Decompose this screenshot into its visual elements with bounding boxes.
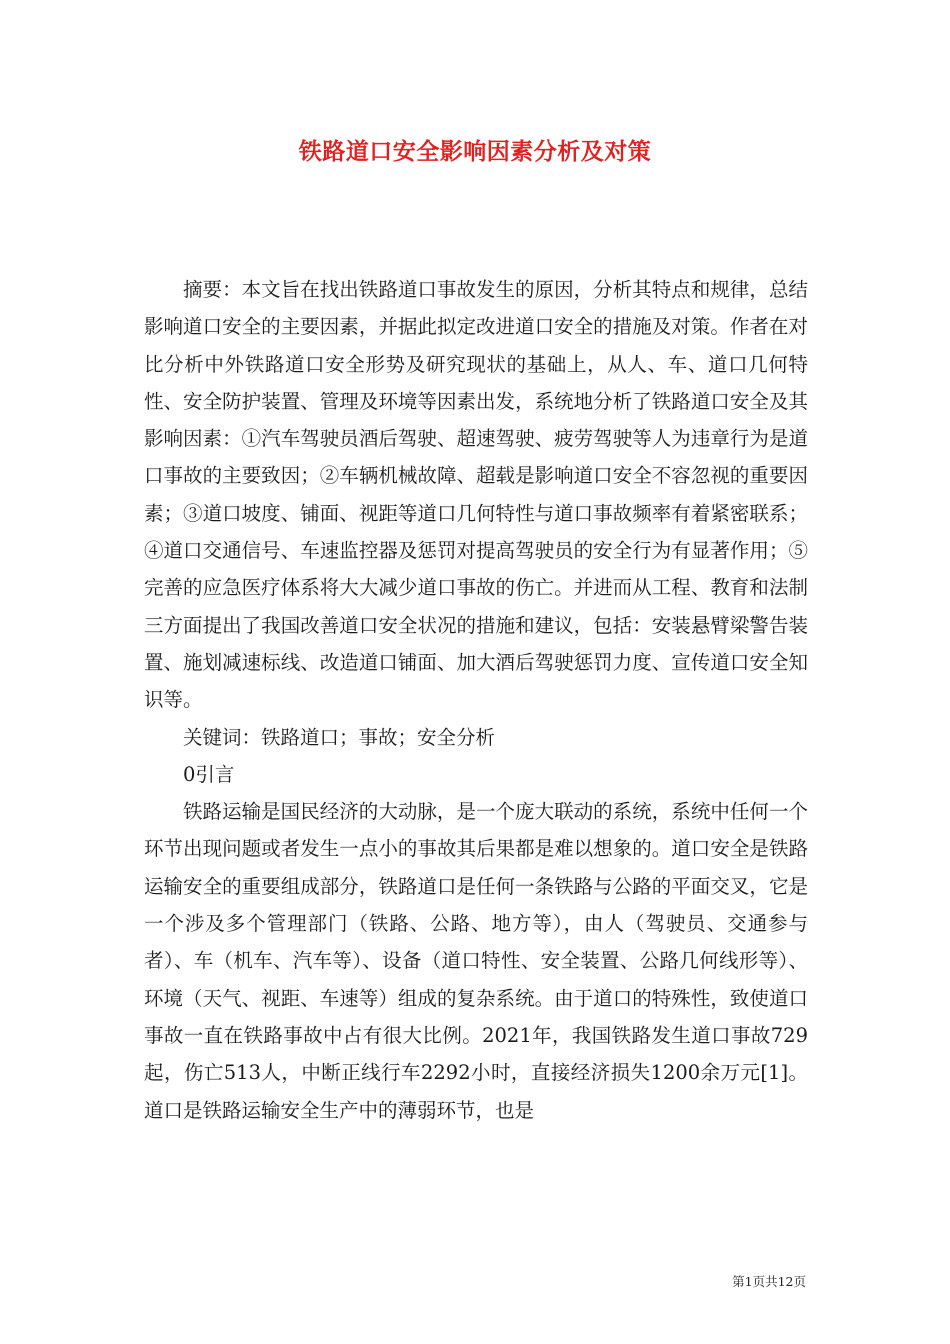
introduction-paragraph: 铁路运输是国民经济的大动脉，是一个庞大联动的系统，系统中任何一个环节出现问题或者发生一点小的事故其后果都是难以想象的。道口安全是铁路运输安全的重要组成部分，铁路道口是任何一条铁路与公路的平面交叉，它是一个涉及多个管理部门（铁路、公路、地方等），由人（驾驶员、交通参与者）、车（机车、汽车等）、设备（道口特性、安全装置、公路几何线形等）、环境（天气、视距、车速等）组成的复杂系统。由于道口的特殊性，致使道口事故一直在铁路事故中占有很大比例。2021年，我国铁路发生道口事故729起，伤亡513人，中断正线行车2292小时，直接经济损失1200余万元[1]。道口是铁路运输安全生产中的薄弱环节，也是 <box>144 800 808 1122</box>
document-body <box>144 271 808 1129</box>
page-number-footer: 第1页共12页 <box>732 1274 806 1289</box>
section-heading-introduction: 0引言 <box>183 762 235 786</box>
keywords-paragraph: 关键词：铁路道口；事故；安全分析 <box>183 725 496 749</box>
document-title: 铁路道口安全影响因素分析及对策 <box>298 138 652 165</box>
abstract-paragraph: 摘要：本文旨在找出铁路道口事故发生的原因，分析其特点和规律，总结影响道口安全的主要因素，并据此拟定改进道口安全的措施及对策。作者在对比分析中外铁路道口安全形势及研究现状的基础上，从人、车、道口几何特性、安全防护装置、管理及环境等因素出发，系统地分析了铁路道口安全及其影响因素：①汽车驾驶员酒后驾驶、超速驾驶、疲劳驾驶等人为违章行为是道口事故的主要致因；②车辆机械故障、超载是影响道口安全不容忽视的重要因素；③道口坡度、铺面、视距等道口几何特性与道口事故频率有着紧密联系；④道口交通信号、车速监控器及惩罚对提高驾驶员的安全行为有显著作用；⑤完善的应急医疗体系将大大减少道口事故的伤亡。并进而从工程、教育和法制三方面提出了我国改善道口安全状况的措施和建议，包括：安装悬臂梁警告装置、施划减速标线、改造道口铺面、加大酒后驾驶惩罚力度、宣传道口安全知识等。 <box>144 278 808 712</box>
